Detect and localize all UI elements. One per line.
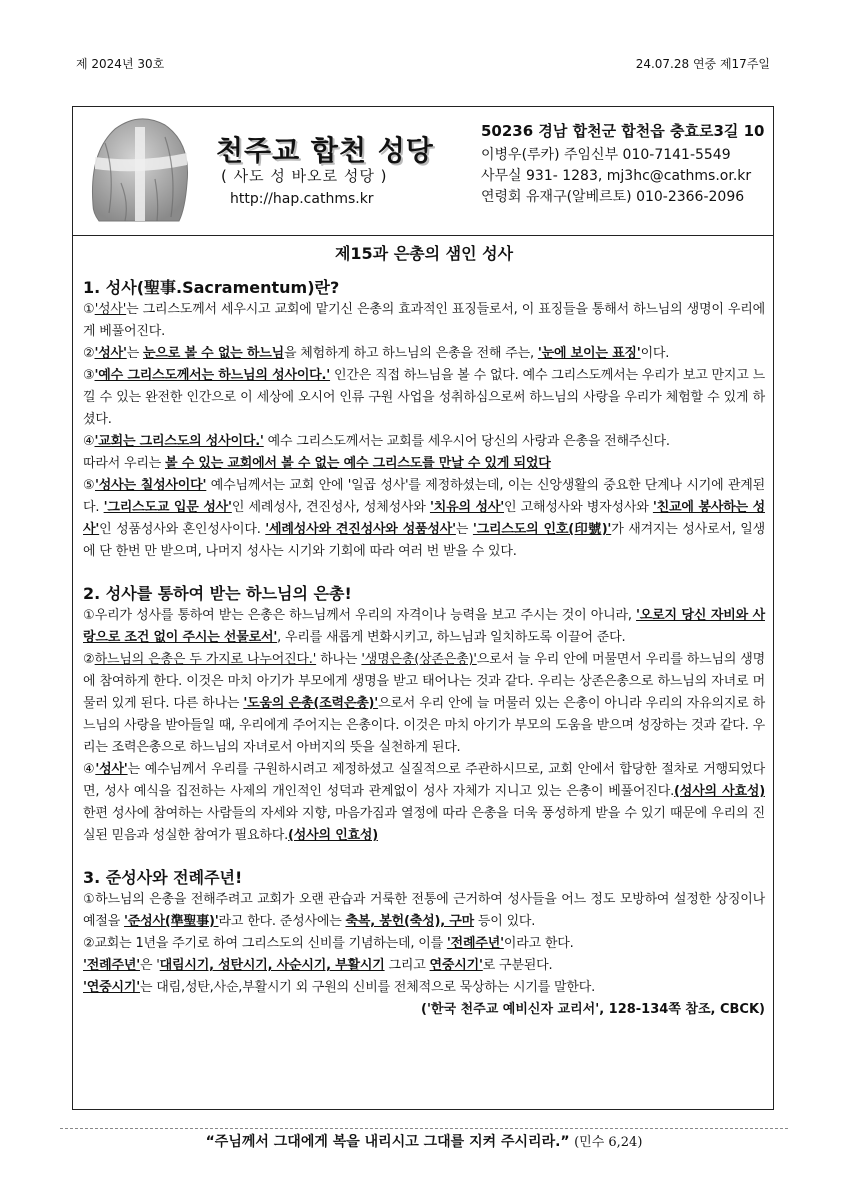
footer-quote	[0, 1131, 848, 1151]
masthead	[73, 107, 773, 236]
church-name: 천주교 합천 성당	[216, 134, 434, 167]
section-1-paragraph-3: ③'예수 그리스도께서는 하느님의 성사이다.' 인간은 직접 하느님을 볼 수 없다. 예수 그리스도께서는 우리가 보고 만지고 느낄 수 있는 완전한 인간으로 이 세상에 오시어 인류 구원 사업을 성취하심으로써 하느님의 사랑을 우리가 체험할 수 있게 하셨다.	[83, 368, 765, 427]
section-1-title: 1. 성사(聖事.Sacramentum)란?	[83, 278, 340, 297]
patron-saint: ( 사도 성 바오로 성당 )	[221, 167, 388, 185]
section-2-paragraph-2: ②하느님의 은총은 두 가지로 나누어진다.' 하나는 '생명은총(상존은총)'으로서 늘 우리 안에 머물면서 우리를 하느님의 생명에 참여하게 한다. 이것은 마치 아기가 부모에게 생명을 받고 태어나는 것과 같다. 우리는 상존은총으로 하느님의 자녀로 머물러 있게 된다. 다른 하나는 '도움의 은총(조력은총)'으로서 우리 안에 늘 머물러 있는 은총이 아니라 우리의 자유의지로 하느님의 사랑을 받아들일 때, 우리에게 주어지는 은총이다. 이것은 마치 아기가 부모의 도움을 받으며 성장하는 것과 같다. 우리는 조력은총으로 하느님의 자녀로서 아버지의 뜻을 실천하게 된다.	[83, 652, 765, 755]
section-3-paragraph-4: '연중시기'는 대림,성탄,사순,부활시기 외 구원의 신비를 전체적으로 묵상하는 시기를 말한다.	[83, 980, 596, 995]
section-3-paragraph-1: ①하느님의 은총을 전해주려고 교회가 오랜 관습과 거룩한 전통에 근거하여 성사들을 어느 정도 모방하여 설정한 상징이나 예절을 '준성사(準聖事)'라고 한다. 준성사에는 축복, 봉헌(축성), 구마 등이 있다.	[83, 892, 765, 929]
section-3-title: 3. 준성사와 전례주년!	[83, 868, 243, 887]
footer-divider	[60, 1128, 788, 1129]
bible-quote: “주님께서 그대에게 복을 내리시고 그대를 지켜 주시리라.”	[205, 1134, 570, 1150]
section-3-paragraph-3: '전례주년'은 '대림시기, 성탄시기, 사순시기, 부활시기 그리고 연중시기'로 구분된다.	[83, 958, 553, 973]
section-1-paragraph-5: ⑤'성사는 칠성사이다' 예수님께서는 교회 안에 '일곱 성사'를 제정하셨는데, 이는 신앙생활의 중요한 단계나 시기에 관계된다. '그리스도교 입문 성사'인 세례성사, 견진성사, 성체성사와 '치유의 성사'인 고해성사와 병자성사와 '친교에 봉사하는 성사'인 성품성사와 혼인성사이다. '세례성사와 견진성사와 성품성사'는 '그리스도의 인호(印號)'가 새겨지는 성사로서, 일생에 단 한번 만 받으며, 나머지 성사는 시기와 기회에 따라 여러 번 받을 수 있다.	[83, 478, 765, 559]
church-website[interactable]: http://hap.cathms.kr	[230, 191, 374, 207]
office-contact: 사무실 931- 1283, mj3hc@cathms.or.kr	[481, 168, 752, 184]
contact-info	[481, 121, 771, 208]
section-2-title: 2. 성사를 통하여 받는 하느님의 은총!	[83, 584, 352, 603]
cross-stone-icon	[85, 113, 193, 225]
pastor-contact: 이병우(루카) 주임신부 010-7141-5549	[481, 147, 731, 163]
bible-reference: (민수 6,24)	[574, 1135, 643, 1150]
council-contact: 연령회 유재구(알베르토) 010-2366-2096	[481, 189, 745, 205]
section-1-paragraph-2: ②'성사'는 눈으로 볼 수 없는 하느님을 체험하게 하고 하느님의 은총을 전해 주는, '눈에 보이는 표징'이다.	[83, 346, 670, 361]
lesson-title: 제15과 은총의 샘인 성사	[334, 244, 514, 263]
section-2-paragraph-3: ④'성사'는 예수님께서 우리를 구원하시려고 제정하셨고 실질적으로 주관하시므로, 교회 안에서 합당한 절차로 거행되었다면, 성사 예식을 집전하는 사제의 개인적인 성덕과 관계없이 성사 자체가 지니고 있는 은총이 베풀어진다.(성사의 사효성) 한편 성사에 참여하는 사람들의 자세와 지향, 마음가짐과 열정에 따라 은총을 더욱 풍성하게 받을 수 있기 때문에 우리의 진실된 믿음과 성실한 참여가 필요하다.(성사의 인효성)	[83, 762, 765, 843]
section-1-paragraph-4: ④'교회는 그리스도의 성사이다.' 예수 그리스도께서는 교회를 세우시어 당신의 사랑과 은총을 전해주신다.	[83, 434, 670, 449]
bulletin-frame	[72, 106, 774, 1110]
lesson-body	[73, 241, 773, 1021]
issue-date: 24.07.28 연중 제17주일	[635, 57, 770, 71]
section-2-paragraph-1: ①우리가 성사를 통하여 받는 은총은 하느님께서 우리의 자격이나 능력을 보고 주시는 것이 아니라, '오로지 당신 자비와 사랑으로 조건 없이 주시는 선물로서', 우리를 새롭게 변화시키고, 하느님과 일치하도록 이끌어 준다.	[83, 608, 765, 645]
source-credit: ('한국 천주교 예비신자 교리서', 128-134쪽 참조, CBCK)	[421, 1002, 765, 1017]
section-3-paragraph-2: ②교회는 1년을 주기로 하여 그리스도의 신비를 기념하는데, 이를 '전례주년'이라고 한다.	[83, 936, 574, 951]
section-1-paragraph-1: ①'성사'는 그리스도께서 세우시고 교회에 맡기신 은총의 효과적인 표징들로서, 이 표징들을 통해서 하느님의 생명이 우리에게 베풀어진다.	[83, 302, 765, 339]
section-1-paragraph-4b: 따라서 우리는 볼 수 있는 교회에서 볼 수 없는 예수 그리스도를 만날 수 있게 되었다	[83, 456, 551, 471]
church-address: 50236 경남 합천군 합천읍 충효로3길 10	[481, 122, 765, 140]
issue-number: 제 2024년 30호	[76, 57, 165, 71]
